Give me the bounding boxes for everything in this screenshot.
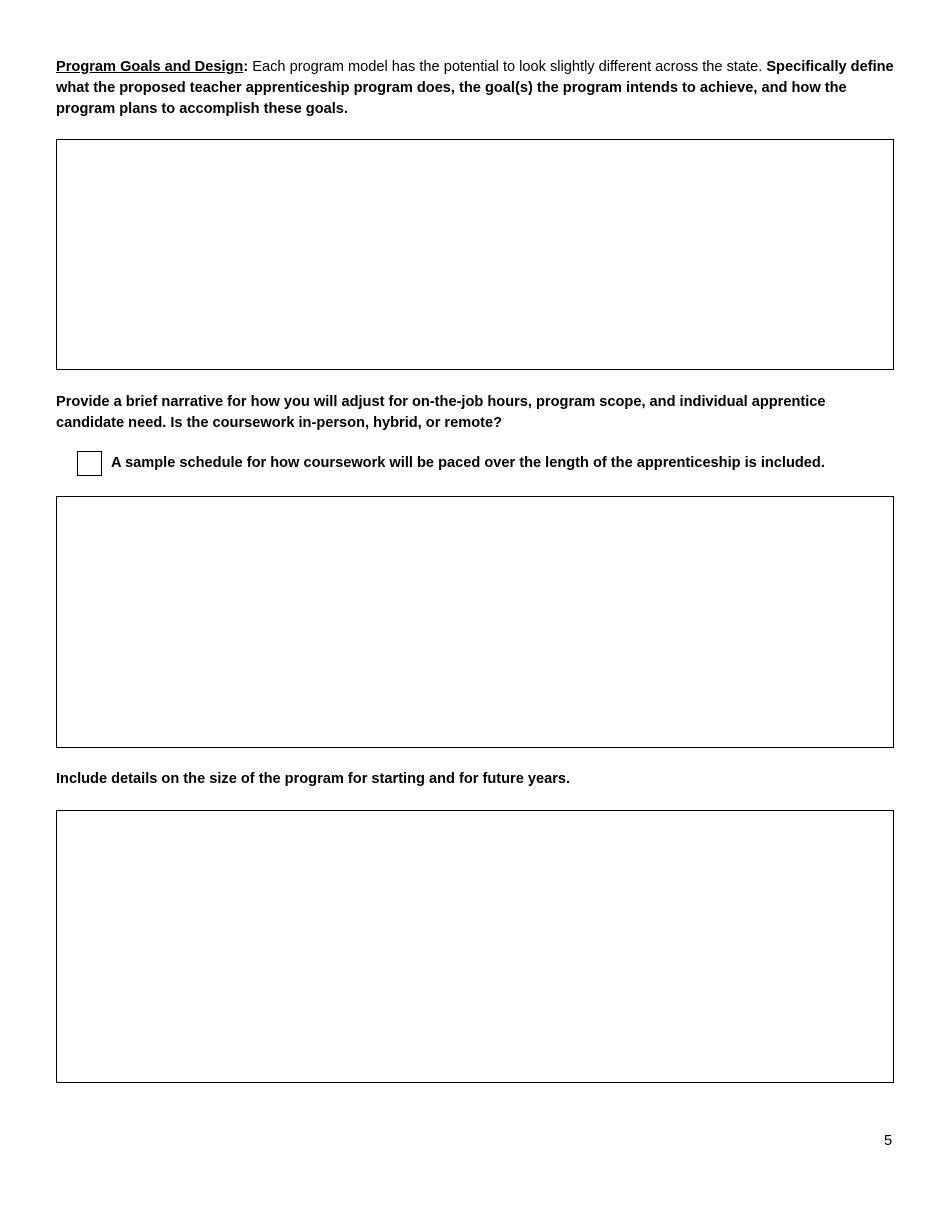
sample-schedule-checkbox-row [77,451,825,476]
sample-schedule-checkbox[interactable] [77,451,102,476]
narrative-prompt: Provide a brief narrative for how you will adjust for on-the-job hours, program scope, and individual apprentice candidate need. Is the coursework in-person, hybrid, or remote? [56,394,826,431]
program-goals-response-box[interactable] [56,139,894,370]
program-goals-instruction: Specifically define what the proposed teacher apprenticeship program does, the goal(s) the program intends to achieve, and how the program plans to accomplish these goals. [56,59,894,117]
page-number: 5 [884,1133,893,1149]
program-goals-paragraph [56,57,896,120]
program-goals-heading: Program Goals and Design [56,59,244,75]
program-size-response-box[interactable] [56,810,894,1083]
sample-schedule-checkbox-label: A sample schedule for how coursework will be paced over the length of the apprenticeship is included. [111,455,825,471]
heading-colon: : [243,59,249,75]
program-goals-intro: Each program model has the potential to look slightly different across the state. [248,59,767,75]
narrative-response-box[interactable] [56,496,894,748]
program-size-prompt: Include details on the size of the program for starting and for future years. [56,771,571,787]
